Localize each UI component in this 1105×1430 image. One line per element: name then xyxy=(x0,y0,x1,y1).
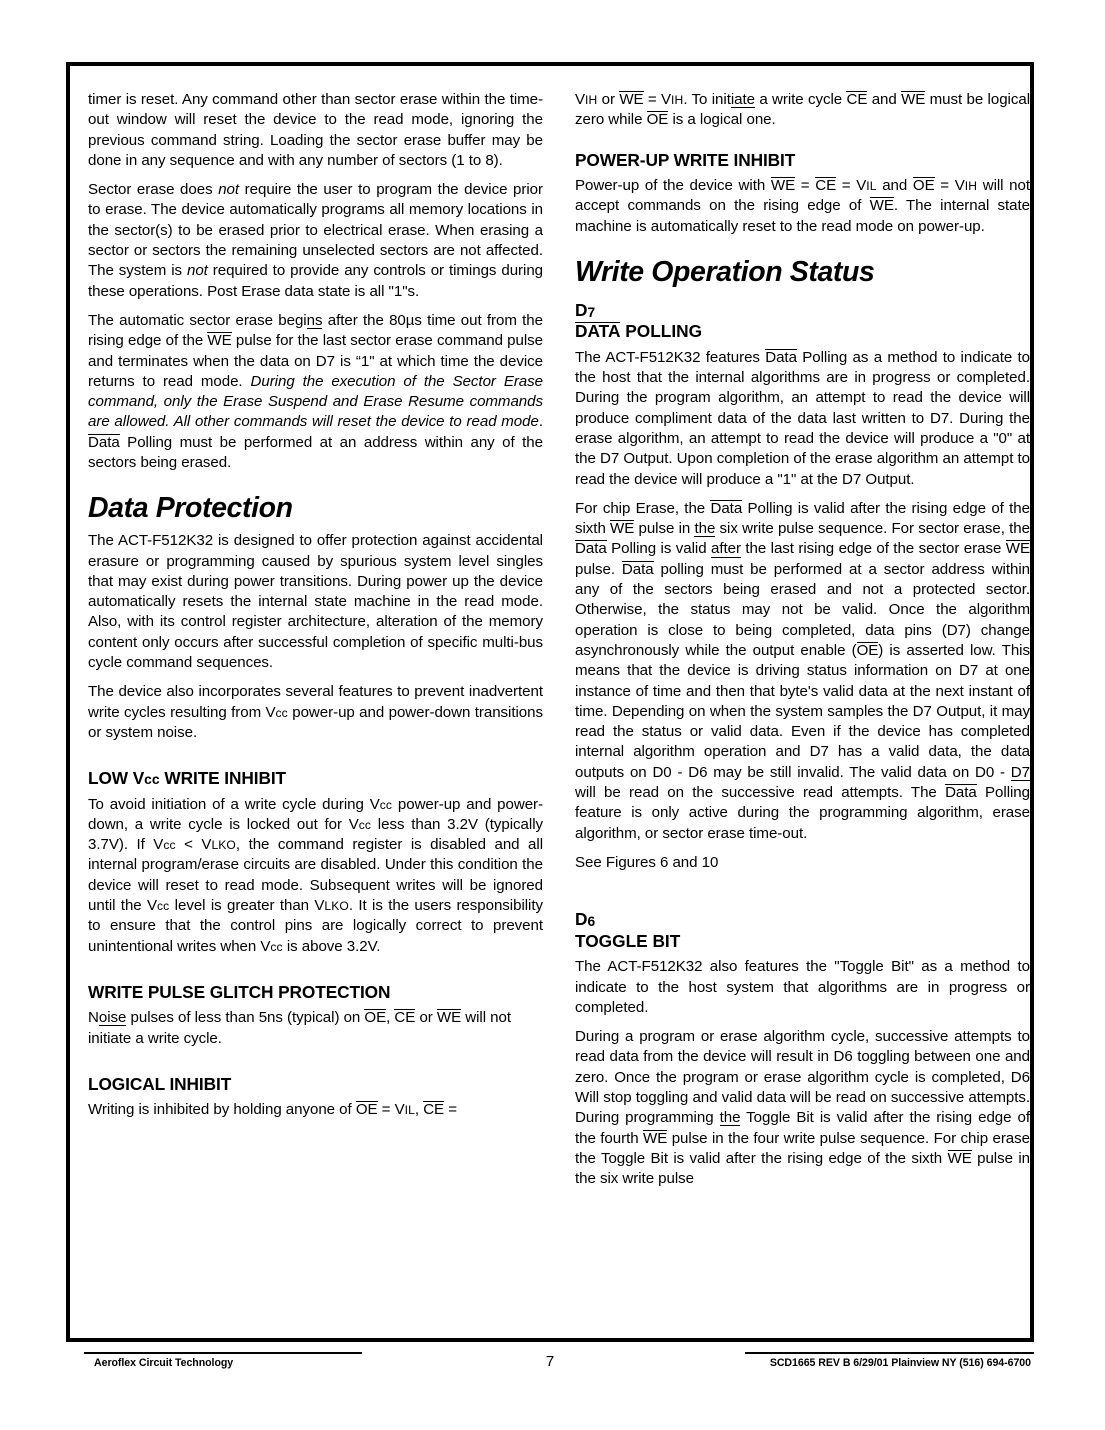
text-run: after the 80µs time out from the rising edge of the xyxy=(88,311,543,350)
text-run: Power-up of the device with xyxy=(575,176,771,194)
two-column-layout xyxy=(88,90,1031,1334)
page-footer xyxy=(66,1352,1034,1386)
signal-data-overline: Data xyxy=(765,348,797,366)
signal-we-overline: WE xyxy=(770,176,796,194)
text-run: pulse in the four write pulse sequence. For chip erase the Toggle Bit is valid after the rising edge of the sixth xyxy=(575,1129,1030,1167)
text-run: The automatic sector erase begi xyxy=(88,311,307,329)
emphasis-sector-erase-note: During the execution of the Sector Erase command, only the Erase Suspend and Erase Resume commands are allowed. All other commands will reset the device to read mode xyxy=(88,372,543,431)
text-run: Polling as a method to indicate to the host that the internal algorithms are in progress or completed. During the program algorithm, an attempt to read the device will produce compliment data of the data last written to D7. During the erase algorithm, an attempt to read the device will produce a "0" at the D7 Output. Upon completion of the erase algorithm an attempt to read the device will produce a "1" at the D7 Output. xyxy=(575,348,1030,488)
signal-we-overline: WE xyxy=(207,332,232,350)
heading-logical-inhibit: LOGICAL INHIBIT xyxy=(88,1073,232,1094)
subscript-il: IL xyxy=(866,178,877,193)
footer-document-id: SCD1665 REV B 6/29/01 Plainview NY (516) 694-6700 xyxy=(769,1357,1031,1369)
signal-data-overline: Data xyxy=(710,499,743,517)
text-run: = V xyxy=(643,91,672,108)
text-run: pulse for the last sector erase command pulse and terminates when the data on D7 is “1" at which time the device returns to read mode. xyxy=(88,332,543,390)
text-run: ) is asserted low. This means that the device is driving status information on D7 at one instance of time and then that byte's valid data at the next instant of time. Depending on when the system samples the D7 Output, it may read the status or valid data. Even if the device has completed internal algorithm operation and D7 has a valid data, the data outputs on D0 - D6 may be still invalid. The valid data on D0 - xyxy=(575,641,1030,781)
text-run: pulses of less than 5ns (typical) on xyxy=(126,1009,365,1027)
text-run: The device also incorporates several features to prevent inadvertent write cycles resulting from V xyxy=(88,683,543,721)
text-run: , xyxy=(386,1009,395,1027)
signal-we-overline: WE xyxy=(901,91,926,108)
text-run: and xyxy=(876,176,913,194)
subscript-cc: cc xyxy=(275,705,288,720)
footer-page-number: 7 xyxy=(545,1353,555,1370)
text-run: power-up and power-down, a write cycle is locked out for V xyxy=(88,795,544,833)
paragraph-glitch-body xyxy=(88,1008,543,1049)
text-run: , xyxy=(414,1101,424,1119)
signal-ce-overline: CE xyxy=(423,1101,445,1119)
signal-data-overline: DATA xyxy=(575,321,621,342)
text-run: V xyxy=(575,91,586,108)
text-run: power-up and power-down transitions or system noise. xyxy=(88,703,543,741)
signal-we-overline: WE xyxy=(619,91,644,108)
heading-low-vcc-write-inhibit xyxy=(88,769,543,788)
scan-artifact-underline: iate xyxy=(730,91,755,108)
subscript-ih: IH xyxy=(964,178,978,193)
bit-title-toggle-bit: TOGGLE BIT xyxy=(575,930,681,951)
bit-section-d6 xyxy=(575,911,1030,951)
paragraph-power-up-body xyxy=(575,176,1030,237)
paragraph-inadvertent-write xyxy=(88,682,543,743)
text-run: the last rising edge of the sector erase xyxy=(740,540,1006,558)
paragraph-chip-erase-data-polling xyxy=(575,499,1030,844)
subscript-lko: LKO xyxy=(324,899,349,914)
text-run: polling must be performed at a sector address within any of the sectors being erased and not a protected sector. Otherwise, the status may not be valid. Once the algorithm operation is close to being completed, data pins (D7) change asynchronously while the output enable ( xyxy=(575,560,1031,659)
footer-right-rule xyxy=(745,1352,1034,1354)
signal-data-overline: Data xyxy=(88,433,120,451)
signal-we-overline: WE xyxy=(1005,540,1030,558)
signal-oe-overline: OE xyxy=(912,176,935,194)
text-run: Polling is valid xyxy=(606,540,711,558)
text-run: To avoid initiation of a write cycle during V xyxy=(88,795,380,813)
signal-we-overline: WE xyxy=(610,520,635,538)
paragraph-data-polling-intro xyxy=(575,348,1030,490)
heading-text: WRITE INHIBIT xyxy=(159,768,287,789)
signal-we-overline: WE xyxy=(947,1149,972,1167)
footer-right-block xyxy=(724,1352,1034,1369)
signal-oe-overline: OE xyxy=(355,1101,378,1119)
subscript-ih: IH xyxy=(671,93,684,107)
text-run: During a program or erase algorithm cycle, successive attempts to read data from the device will result in D6 toggling between one and zero. Once the program or erase algorithm cycle is completed, D6 Will stop toggling and valid data will be read on successive attempts. During programming xyxy=(575,1028,1030,1127)
text-run: = V xyxy=(934,176,965,194)
emphasis-not: not xyxy=(218,181,240,199)
signal-ce-overline: CE xyxy=(394,1009,416,1027)
text-run: N xyxy=(88,1009,99,1027)
text-run: Toggle Bit is valid after the rising edge of the fourth xyxy=(575,1109,1030,1147)
text-run: required to provide any controls or timings during these operations. Post Erase data state is all "1"s. xyxy=(88,262,544,300)
paragraph-logical-inhibit-body xyxy=(88,1100,543,1120)
text-run: = V xyxy=(836,176,867,194)
signal-oe-overline: OE xyxy=(364,1009,387,1027)
text-run: will not initiate a write cycle. xyxy=(88,1009,512,1047)
text-run: is a logical one. xyxy=(668,111,776,129)
paragraph-low-vcc-body xyxy=(88,795,543,957)
subscript-lko: LKO xyxy=(211,838,236,853)
text-run: or xyxy=(597,91,620,108)
scan-artifact-underline: the xyxy=(694,520,716,538)
text-run: must be logical zero while xyxy=(575,91,1030,129)
signal-we-overline: WE xyxy=(436,1009,462,1027)
subscript-cc: cc xyxy=(379,797,393,812)
text-run: = xyxy=(444,1101,457,1119)
signal-data-overline: Data xyxy=(621,560,654,578)
bit-label-d7 xyxy=(575,299,1030,320)
heading-data-protection: Data Protection xyxy=(88,492,293,525)
text-run: less than 3.2V (typically 3.7V). If V xyxy=(88,815,543,854)
text-run: six write pulse sequence. For sector erase, the xyxy=(715,520,1030,538)
bit-index: 7 xyxy=(587,303,596,320)
text-run: Polling is valid after the rising edge of the sixth xyxy=(575,499,1030,538)
scan-artifact-underline: after xyxy=(710,540,741,558)
emphasis-not-2: not xyxy=(186,262,208,280)
subscript-cc: cc xyxy=(270,939,283,954)
text-run: Sector erase does xyxy=(88,181,219,199)
subscript-ih: IH xyxy=(585,93,598,107)
text-run: pulse in the six write pulse xyxy=(575,1149,1030,1188)
text-run: . It is the users responsibility to ensure that the control pins are logically correct to prevent unintentional writes when V xyxy=(88,897,543,955)
text-run: level is greater than V xyxy=(169,897,325,915)
signal-we-overline: WE xyxy=(869,197,894,215)
paragraph-sector-erase xyxy=(88,180,543,302)
heading-text: LOW V xyxy=(88,768,145,789)
signal-ce-overline: CE xyxy=(815,176,837,194)
scan-artifact-underline: D7 xyxy=(1010,763,1030,781)
text-run: The ACT-F512K32 features xyxy=(575,348,766,366)
text-run: , the command register is disabled and all internal program/erase circuits are disabled. Under this condition the device will reset to read mode. Subsequent writes will be ignored until the V xyxy=(88,836,543,915)
signal-we-overline: WE xyxy=(643,1129,668,1147)
text-run: is above 3.2V. xyxy=(282,937,381,955)
text-run: Polling must be performed at an address within any of the sectors being erased. xyxy=(88,433,543,472)
paragraph-data-protection-intro: The ACT-F512K32 is designed to offer protection against accidental erasure or programming caused by spurious system level singles that may exist during power transitions. During power up the device automatically resets the internal state machine in the read mode. Also, with its control register architecture, alteration of the memory content only occurs after successful completion of specific multi-bus cycle command sequences. xyxy=(88,532,543,672)
text-run: and xyxy=(867,91,902,108)
text-run: Writing is inhibited by holding anyone of xyxy=(88,1101,356,1119)
signal-oe-overline: OE xyxy=(646,111,669,129)
text-run: . xyxy=(538,413,543,431)
text-run: . To init xyxy=(683,91,731,108)
text-run: a write cycle xyxy=(754,91,847,108)
text-run: = V xyxy=(377,1101,405,1119)
scan-artifact-underline: ns xyxy=(306,311,323,329)
text-run: will not accept commands on the rising edge of xyxy=(575,176,1030,215)
footer-company-name: Aeroflex Circuit Technology xyxy=(94,1357,234,1369)
text-run: Polling feature is only active during the programming algorithm, erase algorithm, or sector erase time-out. xyxy=(575,784,1030,842)
bit-label-d6 xyxy=(575,911,1030,929)
text-run: pulse in xyxy=(634,520,695,538)
bit-title-data-polling xyxy=(575,322,1030,341)
text-run: POLLING xyxy=(620,321,703,342)
text-run: . The internal state machine is automatically reset to the read mode on power-up. xyxy=(575,197,1030,235)
right-column xyxy=(575,90,1030,1334)
heading-write-pulse-glitch-protection: WRITE PULSE GLITCH PROTECTION xyxy=(88,981,391,1002)
text-run: or xyxy=(415,1009,437,1027)
paragraph-automatic-sector-erase xyxy=(88,311,543,473)
bit-index: 6 xyxy=(587,913,596,930)
heading-write-operation-status: Write Operation Status xyxy=(575,255,875,288)
paragraph-see-figures: See Figures 6 and 10 xyxy=(575,853,719,871)
bit-section-d7 xyxy=(575,299,1030,342)
paragraph-toggle-bit-body xyxy=(575,1027,1030,1189)
signal-oe-overline: OE xyxy=(856,641,879,659)
page-border-frame xyxy=(66,62,1034,1342)
subscript-cc: cc xyxy=(157,899,170,914)
text-run: < V xyxy=(175,836,212,854)
paragraph-timer-reset: timer is reset. Any command other than sector erase within the time-out window will reset the device to the read mode, ignoring the previous command string. Loading the sector erase buffer may be done in any sequence and with any number of sectors (1 to 8). xyxy=(88,91,543,169)
paragraph-continued-logical-inhibit xyxy=(575,90,1030,131)
heading-power-up-write-inhibit: POWER-UP WRITE INHIBIT xyxy=(575,149,796,170)
subscript-cc: cc xyxy=(358,817,372,832)
signal-data-overline: Data xyxy=(575,540,607,558)
left-column xyxy=(88,90,543,1334)
text-run: will be read on the successive read attempts. The xyxy=(575,784,946,802)
scan-artifact-underline: oise xyxy=(98,1009,127,1027)
scan-artifact-underline: the xyxy=(719,1109,741,1127)
subscript-cc: cc xyxy=(144,771,160,788)
text-run: D xyxy=(575,909,588,930)
signal-data-overline: Data xyxy=(945,784,977,802)
text-run: require the user to program the device prior to erase. The device automatically programs all memory locations in the sector(s) to be erased prior to electrical erase. When erasing a sector or sectors the remaining unselected sectors are not affected. The system is xyxy=(88,181,544,280)
text-run: pulse. xyxy=(575,560,622,578)
signal-ce-overline: CE xyxy=(846,91,868,108)
text-run: D xyxy=(575,299,588,320)
subscript-il: IL xyxy=(404,1103,415,1118)
subscript-cc: cc xyxy=(163,838,176,853)
paragraph-toggle-bit-intro: The ACT-F512K32 also features the "Toggle Bit" as a method to indicate to the host system that algorithms are in progress or completed. xyxy=(575,958,1030,1016)
text-run: For chip Erase, the xyxy=(575,499,711,517)
text-run: = xyxy=(795,176,816,194)
